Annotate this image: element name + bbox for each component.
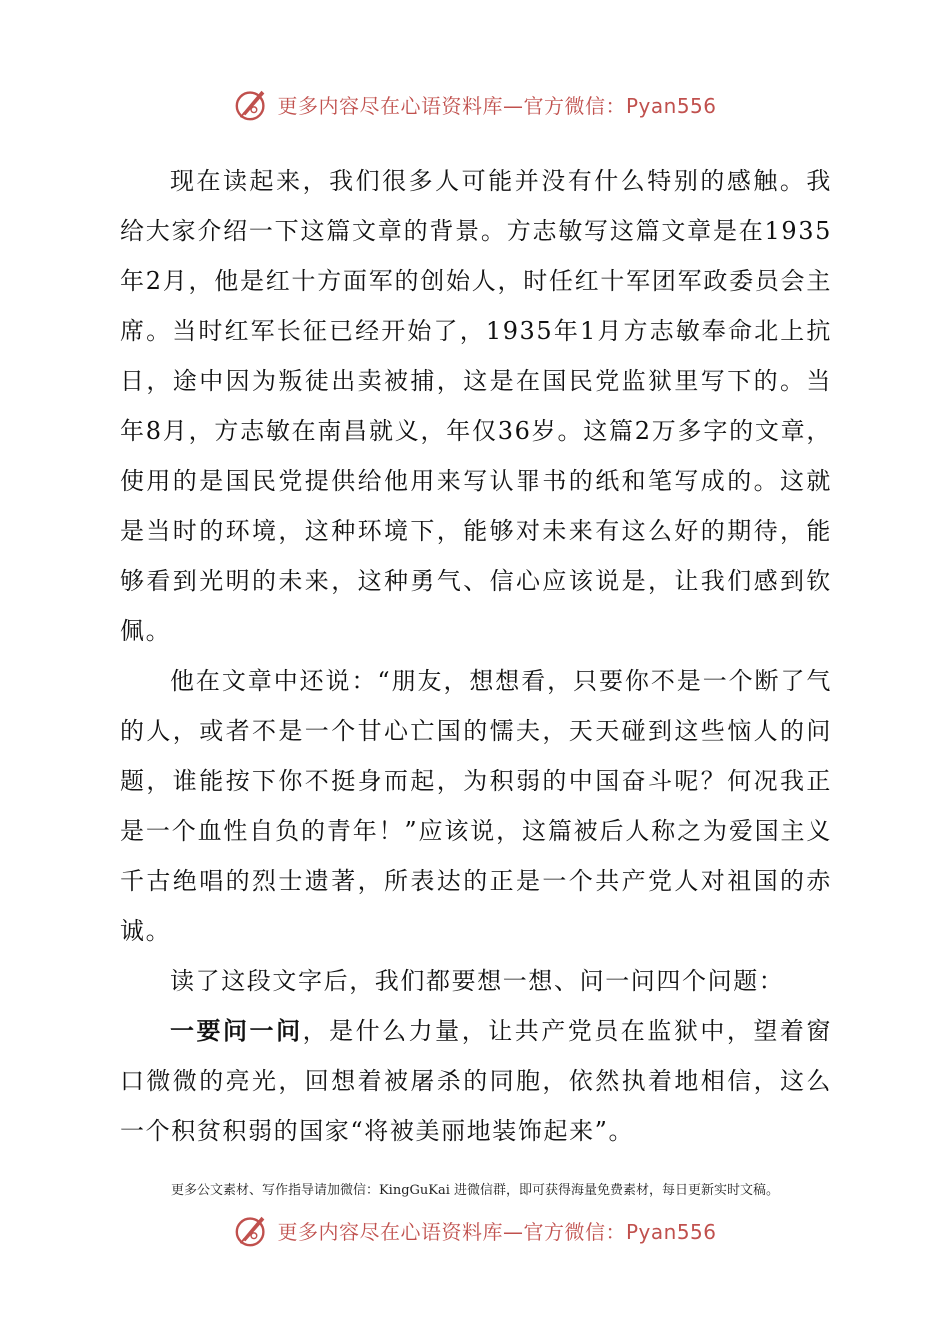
first-question-text: ，是什么力量，让共产党员在监狱中，望着窗口微微的亮光，回想着被屠杀的同胞，依然执着地相信，这么一个积贫积弱的国家“将被美丽地装饰起来”。: [120, 1017, 833, 1145]
article-body: [120, 156, 832, 1156]
paragraph-questions-intro: 读了这段文字后，我们都要想一想、问一问四个问题：: [170, 967, 785, 995]
paragraph-first-question: [120, 1006, 832, 1156]
footer-banner: [0, 1208, 950, 1252]
header-banner-text: 更多内容尽在心语资料库—官方微信：Pyan556: [277, 93, 717, 118]
footer-banner-text: 更多内容尽在心语资料库—官方微信：Pyan556: [277, 1219, 717, 1244]
header-banner: [0, 82, 950, 126]
paragraph-background: 现在读起来，我们很多人可能并没有什么特别的感触。我给大家介绍一下这篇文章的背景。方志敏写这篇文章是在1935年2月，他是红十方面军的创始人，时任红十军团军政委员会主席。当时红军长征已经开始了，1935年1月方志敏奉命北上抗日，途中因为叛徒出卖被捕，这是在国民党监狱里写下的。当年8月，方志敏在南昌就义，年仅36岁。这篇2万多字的文章，使用的是国民党提供给他用来写认罪书的纸和笔写成的。这就是当时的环境，这种环境下，能够对未来有这么好的期待，能够看到光明的未来，这种勇气、信心应该说是，让我们感到钦佩。: [120, 167, 832, 645]
footer-note: 更多公文素材、写作指导请加微信：KingGuKai 进微信群，即可获得海量免费素材，每日更新实时文稿。: [170, 1183, 780, 1198]
quill-pen-logo-icon: [233, 1211, 271, 1249]
header-wechat-id: Pyan556: [625, 93, 717, 118]
paragraph-quote: 他在文章中还说：“朋友，想想看，只要你不是一个断了气的人，或者不是一个甘心亡国的懦夫，天天碰到这些恼人的问题，谁能按下你不挺身而起，为积弱的中国奋斗呢？何况我正是一个血性自负的青年！”应该说，这篇被后人称之为爱国主义千古绝唱的烈士遗著，所表达的正是一个共产党人对祖国的赤诚。: [120, 667, 832, 945]
quill-pen-logo-icon: [233, 85, 271, 123]
first-question-lead: 一要问一问: [170, 1017, 303, 1045]
footer-wechat-id: Pyan556: [625, 1219, 717, 1244]
